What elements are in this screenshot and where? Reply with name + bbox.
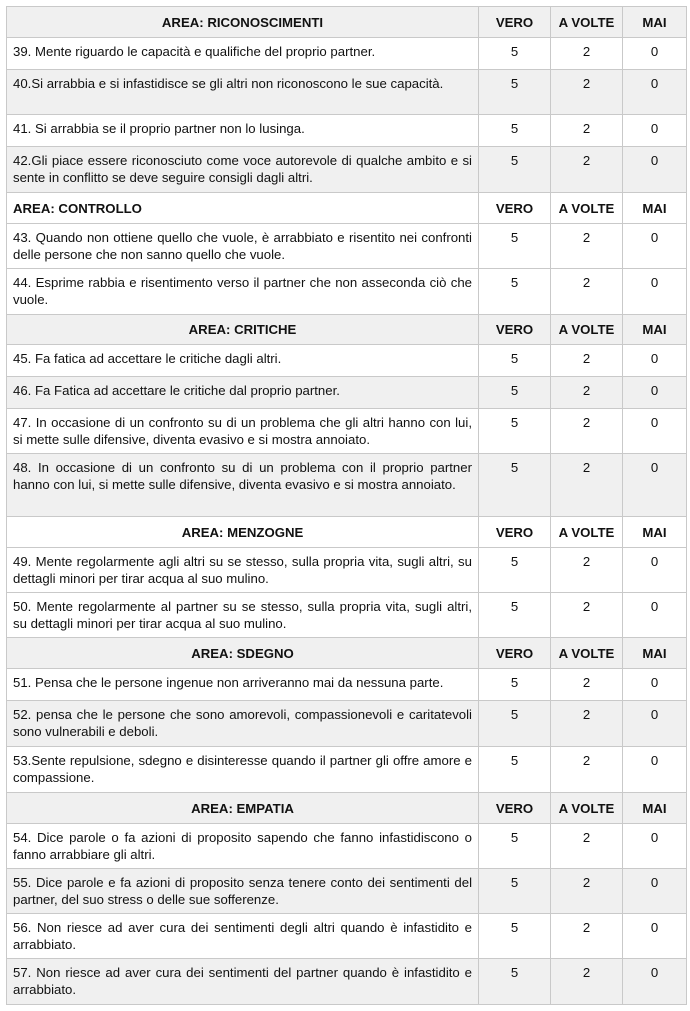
score-vero: 5 xyxy=(479,409,551,454)
table-row xyxy=(7,548,687,593)
score-a-volte: 2 xyxy=(551,454,623,517)
column-header-vero: VERO xyxy=(479,793,551,824)
score-a-volte: 2 xyxy=(551,747,623,793)
score-vero: 5 xyxy=(479,70,551,115)
section-title: AREA: CONTROLLO xyxy=(7,193,479,224)
score-mai: 0 xyxy=(623,38,687,70)
section-title: AREA: SDEGNO xyxy=(7,638,479,669)
item-text: 48. In occasione di un confronto su di un problema con il proprio partner hanno con lui, si mette sulle difensive, diventa evasivo e si mostra annoiato. xyxy=(7,454,479,517)
section-title: AREA: EMPATIA xyxy=(7,793,479,824)
score-vero: 5 xyxy=(479,914,551,959)
column-header-mai: MAI xyxy=(623,7,687,38)
score-vero: 5 xyxy=(479,669,551,701)
score-mai: 0 xyxy=(623,548,687,593)
column-header-mai: MAI xyxy=(623,793,687,824)
score-mai: 0 xyxy=(623,701,687,747)
section-header-controllo xyxy=(7,193,687,224)
column-header-mai: MAI xyxy=(623,638,687,669)
score-a-volte: 2 xyxy=(551,869,623,914)
section-title: AREA: CRITICHE xyxy=(7,315,479,345)
table-row xyxy=(7,70,687,115)
item-text: 40.Si arrabbia e si infastidisce se gli altri non riconoscono le sue capacità. xyxy=(7,70,479,115)
item-text: 57. Non riesce ad aver cura dei sentimenti del partner quando è infastidito e arrabbiato. xyxy=(7,959,479,1005)
score-a-volte: 2 xyxy=(551,269,623,315)
table-row xyxy=(7,824,687,869)
item-text: 42.Gli piace essere riconosciuto come voce autorevole di qualche ambito e si sente in conflitto se deve seguire consigli dagli altri. xyxy=(7,147,479,193)
score-a-volte: 2 xyxy=(551,959,623,1005)
column-header-a-volte: A VOLTE xyxy=(551,793,623,824)
table-row xyxy=(7,147,687,193)
score-a-volte: 2 xyxy=(551,914,623,959)
score-vero: 5 xyxy=(479,377,551,409)
score-a-volte: 2 xyxy=(551,70,623,115)
score-mai: 0 xyxy=(623,824,687,869)
table-row xyxy=(7,914,687,959)
section-title: AREA: RICONOSCIMENTI xyxy=(7,7,479,38)
table-row xyxy=(7,454,687,517)
score-mai: 0 xyxy=(623,914,687,959)
table-row xyxy=(7,38,687,70)
score-vero: 5 xyxy=(479,454,551,517)
score-a-volte: 2 xyxy=(551,38,623,70)
item-text: 41. Si arrabbia se il proprio partner non lo lusinga. xyxy=(7,115,479,147)
table-row xyxy=(7,377,687,409)
section-header-critiche xyxy=(7,315,687,345)
score-a-volte: 2 xyxy=(551,409,623,454)
score-vero: 5 xyxy=(479,959,551,1005)
score-vero: 5 xyxy=(479,593,551,638)
section-header-sdegno xyxy=(7,638,687,669)
score-vero: 5 xyxy=(479,747,551,793)
table-row xyxy=(7,345,687,377)
table-row xyxy=(7,669,687,701)
score-a-volte: 2 xyxy=(551,824,623,869)
score-vero: 5 xyxy=(479,701,551,747)
item-text: 46. Fa Fatica ad accettare le critiche dal proprio partner. xyxy=(7,377,479,409)
score-a-volte: 2 xyxy=(551,147,623,193)
table-row xyxy=(7,869,687,914)
score-a-volte: 2 xyxy=(551,377,623,409)
score-vero: 5 xyxy=(479,345,551,377)
column-header-a-volte: A VOLTE xyxy=(551,315,623,345)
table-row xyxy=(7,701,687,747)
column-header-vero: VERO xyxy=(479,7,551,38)
score-vero: 5 xyxy=(479,269,551,315)
item-text: 44. Esprime rabbia e risentimento verso il partner che non asseconda ciò che vuole. xyxy=(7,269,479,315)
table-row xyxy=(7,115,687,147)
score-vero: 5 xyxy=(479,548,551,593)
score-mai: 0 xyxy=(623,147,687,193)
item-text: 45. Fa fatica ad accettare le critiche dagli altri. xyxy=(7,345,479,377)
score-a-volte: 2 xyxy=(551,669,623,701)
questionnaire-table xyxy=(6,6,687,1005)
item-text: 52. pensa che le persone che sono amorevoli, compassionevoli e caritatevoli sono vulnerabili e deboli. xyxy=(7,701,479,747)
item-text: 54. Dice parole o fa azioni di proposito sapendo che fanno infastidiscono o fanno arrabbiare gli altri. xyxy=(7,824,479,869)
column-header-a-volte: A VOLTE xyxy=(551,7,623,38)
column-header-mai: MAI xyxy=(623,315,687,345)
column-header-mai: MAI xyxy=(623,193,687,224)
score-mai: 0 xyxy=(623,224,687,269)
column-header-mai: MAI xyxy=(623,517,687,548)
table-row xyxy=(7,224,687,269)
column-header-a-volte: A VOLTE xyxy=(551,193,623,224)
table-row xyxy=(7,593,687,638)
score-vero: 5 xyxy=(479,869,551,914)
score-mai: 0 xyxy=(623,869,687,914)
score-mai: 0 xyxy=(623,345,687,377)
score-mai: 0 xyxy=(623,593,687,638)
score-mai: 0 xyxy=(623,454,687,517)
score-vero: 5 xyxy=(479,824,551,869)
item-text: 51. Pensa che le persone ingenue non arriveranno mai da nessuna parte. xyxy=(7,669,479,701)
score-vero: 5 xyxy=(479,224,551,269)
item-text: 43. Quando non ottiene quello che vuole, è arrabbiato e risentito nei confronti delle persone che non sanno quello che vuole. xyxy=(7,224,479,269)
score-mai: 0 xyxy=(623,959,687,1005)
table-row xyxy=(7,409,687,454)
item-text: 39. Mente riguardo le capacità e qualifiche del proprio partner. xyxy=(7,38,479,70)
score-a-volte: 2 xyxy=(551,345,623,377)
score-a-volte: 2 xyxy=(551,593,623,638)
item-text: 49. Mente regolarmente agli altri su se stesso, sulla propria vita, sugli altri, su dettagli minori per tirar acqua al suo mulino. xyxy=(7,548,479,593)
score-vero: 5 xyxy=(479,147,551,193)
section-header-riconoscimenti xyxy=(7,7,687,38)
column-header-vero: VERO xyxy=(479,517,551,548)
item-text: 53.Sente repulsione, sdegno e disinteresse quando il partner gli offre amore e compassione. xyxy=(7,747,479,793)
score-mai: 0 xyxy=(623,269,687,315)
table-row xyxy=(7,747,687,793)
score-mai: 0 xyxy=(623,409,687,454)
section-header-menzogne xyxy=(7,517,687,548)
score-mai: 0 xyxy=(623,377,687,409)
column-header-vero: VERO xyxy=(479,638,551,669)
table-row xyxy=(7,269,687,315)
column-header-a-volte: A VOLTE xyxy=(551,638,623,669)
section-title: AREA: MENZOGNE xyxy=(7,517,479,548)
score-mai: 0 xyxy=(623,747,687,793)
item-text: 47. In occasione di un confronto su di un problema che gli altri hanno con lui, si mette sulle difensive, diventa evasivo e si mostra annoiato. xyxy=(7,409,479,454)
item-text: 56. Non riesce ad aver cura dei sentimenti degli altri quando è infastidito e arrabbiato. xyxy=(7,914,479,959)
score-mai: 0 xyxy=(623,115,687,147)
score-a-volte: 2 xyxy=(551,548,623,593)
score-vero: 5 xyxy=(479,38,551,70)
section-header-empatia xyxy=(7,793,687,824)
column-header-vero: VERO xyxy=(479,193,551,224)
score-a-volte: 2 xyxy=(551,224,623,269)
questionnaire-body xyxy=(7,7,687,1005)
score-a-volte: 2 xyxy=(551,701,623,747)
item-text: 50. Mente regolarmente al partner su se stesso, sulla propria vita, sugli altri, su dettagli minori per tirar acqua al suo mulino. xyxy=(7,593,479,638)
item-text: 55. Dice parole e fa azioni di proposito senza tenere conto dei sentimenti del partner, del suo stress o delle sue sofferenze. xyxy=(7,869,479,914)
score-vero: 5 xyxy=(479,115,551,147)
table-row xyxy=(7,959,687,1005)
column-header-a-volte: A VOLTE xyxy=(551,517,623,548)
column-header-vero: VERO xyxy=(479,315,551,345)
score-mai: 0 xyxy=(623,669,687,701)
score-a-volte: 2 xyxy=(551,115,623,147)
score-mai: 0 xyxy=(623,70,687,115)
